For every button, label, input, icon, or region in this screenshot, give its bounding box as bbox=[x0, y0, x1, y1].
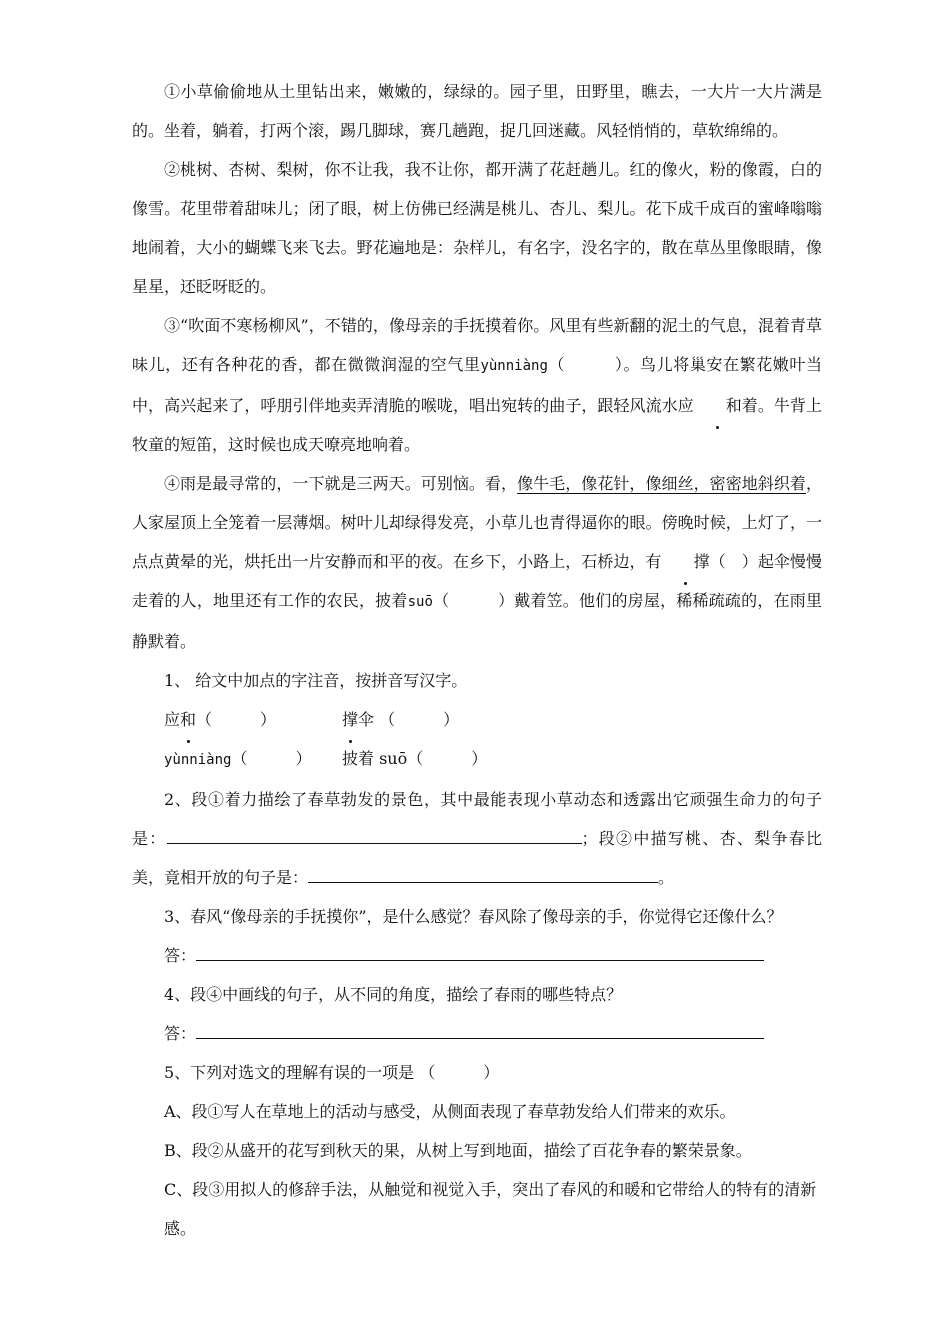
q3-answer-line[interactable] bbox=[196, 942, 764, 961]
q5-option-c[interactable]: C、段③用拟人的修辞手法，从触觉和视觉入手，突出了春风的和暖和它带给人的特有的清新感。 bbox=[164, 1180, 817, 1238]
p4-text-a: ④雨是最寻常的，一下就是三两天。可别恼。看， bbox=[164, 474, 518, 493]
q1-item-4-blank[interactable]: （ ） bbox=[407, 749, 488, 768]
worksheet-page bbox=[132, 72, 822, 1248]
q1-item-3-blank[interactable]: （ ） bbox=[231, 749, 312, 768]
p4-blank-2[interactable]: （ ） bbox=[432, 591, 515, 610]
q1-item-4 bbox=[342, 739, 487, 780]
p3-text-b: 。鸟儿将巢安在繁花嫩叶当中，高兴起来了，呼朋引伴地卖弄清脆的喉咙，唱出宛转的曲子，跟轻风流水应 bbox=[132, 355, 822, 415]
p3-text-a: ③“吹面不寒杨柳风”，不错的，像母亲的手抚摸着你。风里有些新翻的泥土的气息，混着青草味儿，还有各种花的香，都在微微润湿的空气里 bbox=[132, 316, 822, 374]
p3-dotted-char: 和 bbox=[694, 386, 742, 425]
q5-option-a[interactable]: A、段①写人在草地上的活动与感受，从侧面表现了春草勃发给人们带来的欢乐。 bbox=[164, 1102, 736, 1121]
p3-pinyin: yùnniàng bbox=[480, 358, 548, 374]
question-3: 3、春风“像母亲的手抚摸你”，是什么感觉？春风除了像母亲的手，你觉得它还像什么？ bbox=[164, 907, 783, 926]
q2-text-a: 2、段①着力描绘了春草勃发的景色，其中最能表现小草动态和透露出它顽强生命力的句子是： bbox=[132, 790, 822, 848]
q1-row-2 bbox=[132, 739, 822, 780]
q1-item-1-pre: 应 bbox=[164, 710, 181, 729]
q4-answer-line[interactable] bbox=[196, 1020, 764, 1039]
question-1: 1、 给文中加点的字注音，按拼音写汉字。 bbox=[164, 671, 468, 690]
p4-text-d: 戴着笠。他们的房屋，稀稀疏疏的，在雨里静默着。 bbox=[132, 591, 822, 651]
q5-option-b[interactable]: B、段②从盛开的花写到秋天的果，从树上写到地面，描绘了百花争春的繁荣景象。 bbox=[164, 1141, 752, 1160]
p4-text-b: ，人家屋顶上全笼着一层薄烟。树叶儿却绿得发亮，小草儿也青得逼你的眼。傍晚时候，上灯了，一点点黄晕的光，烘托出一片安静而和平的夜。在乡下，小路上，石桥边，有 bbox=[132, 474, 822, 571]
p4-dotted-char: 撑 bbox=[662, 542, 710, 581]
q1-item-2-dotted: 撑 bbox=[342, 700, 358, 739]
q1-item-2-blank[interactable]: （ ） bbox=[374, 710, 460, 729]
q2-answer-line-2[interactable] bbox=[308, 864, 658, 883]
q1-item-3 bbox=[164, 739, 342, 780]
passage-paragraph-4 bbox=[132, 464, 822, 661]
question-4: 4、段④中画线的句子，从不同的角度，描绘了春雨的哪些特点？ bbox=[164, 985, 623, 1004]
passage-paragraph-1: ①小草偷偷地从土里钻出来，嫩嫩的，绿绿的。园子里，田野里，瞧去，一大片一大片满是的。坐着，躺着，打两个滚，踢几脚球，赛几趟跑，捉几回迷藏。风轻悄悄的，草软绵绵的。 bbox=[132, 82, 822, 140]
q1-item-1 bbox=[164, 700, 342, 739]
q1-item-1-blank[interactable]: （ ） bbox=[196, 710, 277, 729]
q1-item-4-pre: 披着 suō bbox=[342, 749, 408, 768]
q4-answer-label: 答： bbox=[164, 1024, 197, 1043]
q1-row-1 bbox=[132, 700, 822, 739]
p4-underlined-sentence: 像牛毛，像花针，像细丝，密密地斜织着 bbox=[517, 474, 806, 493]
passage-paragraph-3 bbox=[132, 306, 822, 464]
q4-answer bbox=[132, 1014, 822, 1053]
passage-paragraph-2: ②桃树、杏树、梨树，你不让我，我不让你，都开满了花赶趟儿。红的像火，粉的像霞，白的像雪。花里带着甜味儿；闭了眼，树上仿佛已经满是桃儿、杏儿、梨儿。花下成千成百的蜜峰嗡嗡地闹着，大小的蝴蝶飞来飞去。野花遍地是：杂样儿，有名字，没名字的，散在草丛里像眼睛，像星星，还眨呀眨的。 bbox=[132, 160, 822, 296]
q1-item-2 bbox=[342, 700, 459, 739]
question-5: 5、下列对选文的理解有误的一项是 （ ） bbox=[164, 1063, 500, 1082]
q3-answer-label: 答： bbox=[164, 946, 197, 965]
q3-answer bbox=[132, 936, 822, 975]
q1-item-2-post: 伞 bbox=[358, 710, 375, 729]
p3-text-c: 着。牛背上牧童的短笛，这时候也成天嘹亮地响着。 bbox=[132, 396, 822, 454]
p4-text-c: 起伞慢慢走着的人，地里还有工作的农民，披着 bbox=[132, 552, 822, 610]
p4-pinyin: suō bbox=[407, 594, 433, 610]
q1-item-3-pinyin: yùnniàng bbox=[164, 752, 232, 768]
p3-blank[interactable]: （ ） bbox=[547, 355, 624, 374]
q1-item-1-dotted: 和 bbox=[180, 700, 196, 739]
p4-blank-1[interactable]: （ ） bbox=[709, 552, 758, 571]
question-2 bbox=[132, 780, 822, 897]
q2-end: 。 bbox=[658, 868, 675, 887]
q2-answer-line-1[interactable] bbox=[167, 825, 582, 844]
q2-text-b: ；段②中描写桃、杏、梨争春比美，竟相开放的句子是： bbox=[132, 829, 822, 887]
